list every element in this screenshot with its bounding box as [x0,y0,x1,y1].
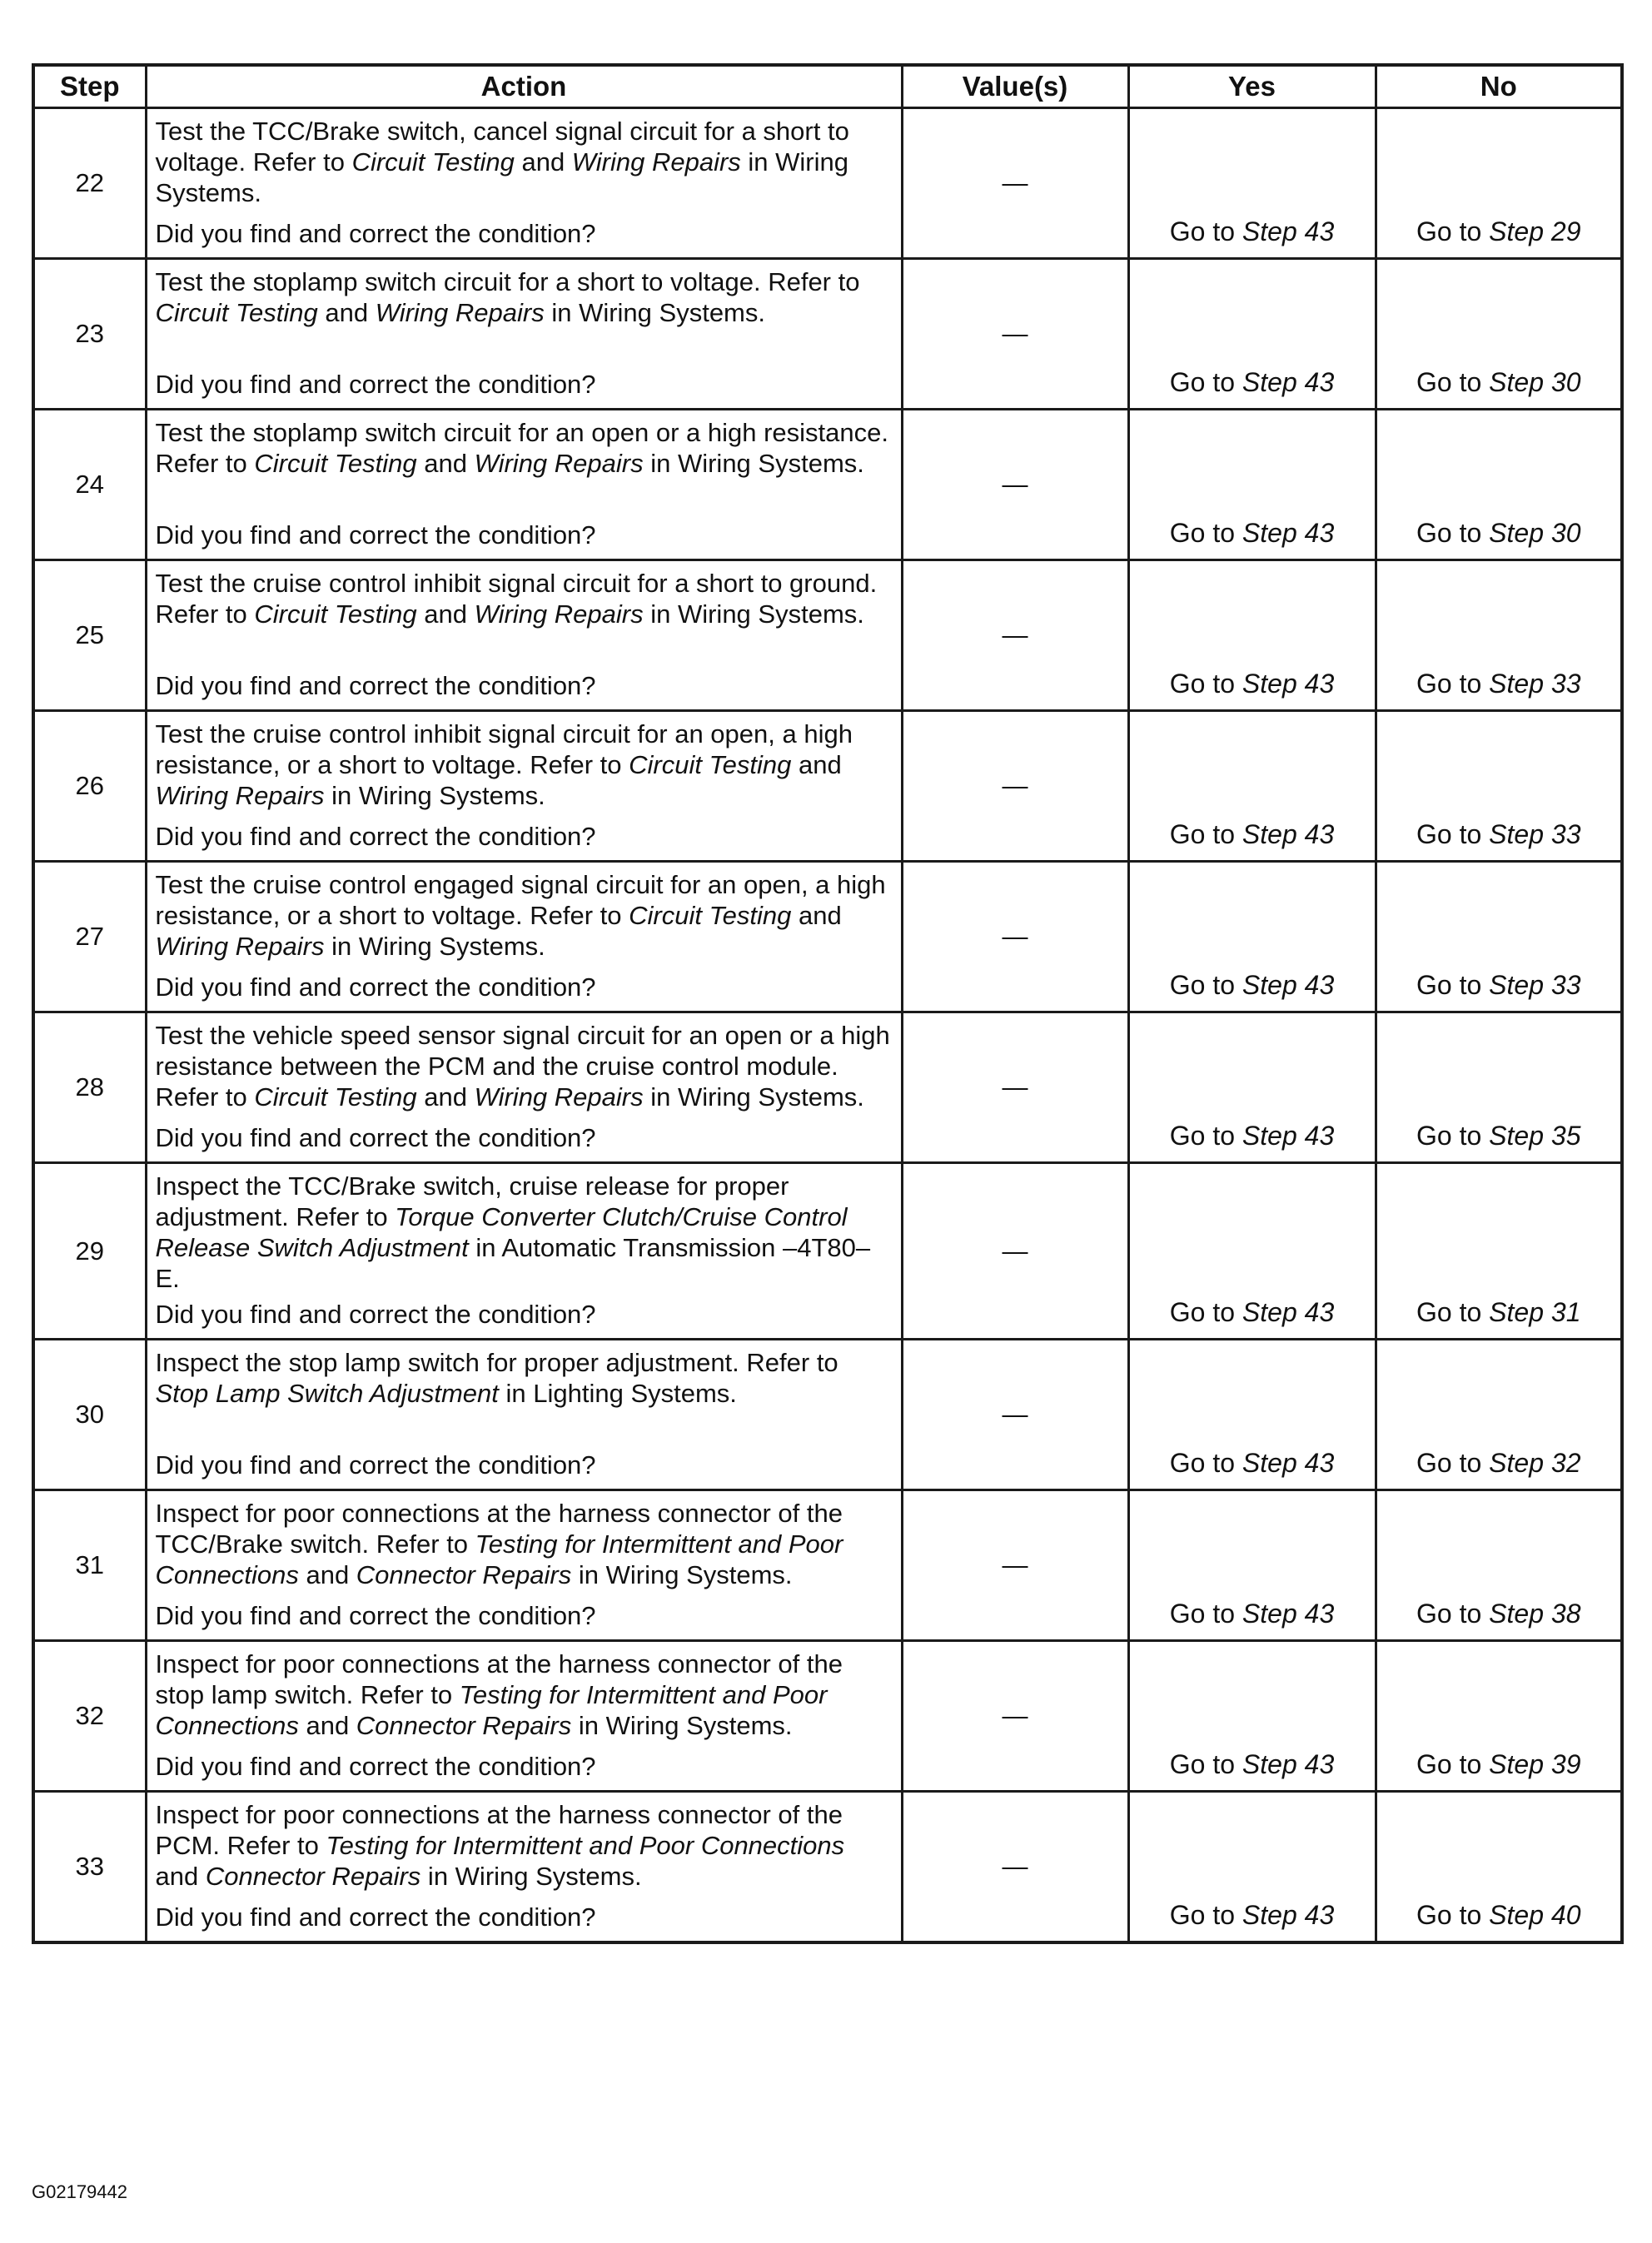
no-prefix: Go to [1416,669,1490,699]
no-prefix: Go to [1416,1297,1490,1327]
action-question: Did you find and correct the condition? [155,1601,596,1630]
instruction-text: and [416,1082,475,1112]
action-instruction [156,568,893,629]
instruction-text: in Wiring Systems. [643,599,864,629]
instruction-text: in Wiring Systems. [643,449,864,478]
action-instruction [156,1799,893,1892]
reference-link-text: Circuit Testing [629,750,792,779]
yes-cell [1128,1163,1376,1340]
yes-cell [1128,711,1376,862]
reference-link-text: Circuit Testing [254,449,417,478]
action-instruction [156,266,893,328]
header-step: Step [33,65,146,108]
no-prefix: Go to [1416,819,1490,849]
action-cell [146,1490,902,1641]
value-cell: — [902,1490,1128,1641]
yes-target-step: Step 43 [1241,1297,1335,1327]
step-number: 27 [33,862,146,1012]
yes-cell [1128,1641,1376,1792]
reference-link-text: Testing for Intermittent and Poor Connections [155,1529,843,1589]
reference-link-text: Wiring Repairs [474,599,644,629]
value-cell: — [902,1641,1128,1792]
no-prefix: Go to [1416,970,1490,1000]
instruction-text: and [416,449,475,478]
yes-cell [1128,1490,1376,1641]
table-row [33,410,1622,560]
instruction-text: in Wiring Systems. [643,1082,864,1112]
action-question: Did you find and correct the condition? [155,972,596,1002]
reference-link-text: Connector Repairs [205,1862,421,1891]
action-question: Did you find and correct the condition? [155,1300,596,1329]
step-number: 22 [33,108,146,259]
no-prefix: Go to [1416,216,1490,246]
no-cell [1376,1163,1622,1340]
action-question: Did you find and correct the condition? [155,1902,596,1932]
table-row [33,1641,1622,1792]
instruction-text: and [317,298,376,327]
step-number: 25 [33,560,146,711]
instruction-text: Test the stoplamp switch circuit for an open or a high resistance. Refer to [155,418,888,478]
instruction-text: Test the stoplamp switch circuit for a short to voltage. Refer to [155,267,860,296]
no-target-step: Step 39 [1489,1749,1581,1779]
yes-cell [1128,1792,1376,1943]
yes-prefix: Go to [1169,1599,1242,1629]
value-cell: — [902,1340,1128,1490]
yes-target-step: Step 43 [1241,216,1335,246]
reference-link-text: Wiring Repairs [474,1082,644,1112]
step-number: 29 [33,1163,146,1340]
instruction-text: Inspect the TCC/Brake switch, cruise release for proper adjustment. Refer to [155,1171,789,1231]
instruction-text: and [791,750,842,779]
no-target-step: Step 32 [1489,1448,1581,1478]
step-number: 31 [33,1490,146,1641]
no-cell [1376,1490,1622,1641]
no-cell [1376,1792,1622,1943]
yes-cell [1128,862,1376,1012]
reference-link-text: Wiring Repairs [375,298,545,327]
value-cell: — [902,259,1128,410]
header-action: Action [146,65,902,108]
instruction-text: in Wiring Systems. [420,1862,642,1891]
no-target-step: Step 33 [1489,669,1581,699]
value-cell: — [902,862,1128,1012]
no-target-step: Step 31 [1489,1297,1581,1327]
yes-cell [1128,108,1376,259]
step-number: 24 [33,410,146,560]
action-instruction [156,1020,893,1112]
yes-target-step: Step 43 [1241,1448,1335,1478]
yes-prefix: Go to [1169,518,1242,548]
yes-cell [1128,560,1376,711]
action-cell [146,1641,902,1792]
header-no: No [1376,65,1622,108]
table-body [33,108,1622,1943]
instruction-text: Inspect for poor connections at the harness connector of the stop lamp switch. Refer to [155,1649,843,1709]
value-cell: — [902,108,1128,259]
figure-id: G02179442 [32,2181,127,2202]
reference-link-text: Wiring Repairs [571,147,741,177]
header-yes: Yes [1128,65,1376,108]
action-cell [146,259,902,410]
instruction-text: Inspect the stop lamp switch for proper adjustment. Refer to [155,1348,838,1377]
reference-link-text: Testing for Intermittent and Poor Connections [326,1831,845,1860]
step-number: 32 [33,1641,146,1792]
reference-link-text: Torque Converter Clutch/Cruise Control Release Switch Adjustment [155,1202,848,1262]
action-cell [146,711,902,862]
reference-link-text: Wiring Repairs [474,449,644,478]
step-number: 26 [33,711,146,862]
value-cell: — [902,1163,1128,1340]
step-number: 28 [33,1012,146,1163]
yes-cell [1128,410,1376,560]
yes-target-step: Step 43 [1241,1749,1335,1779]
instruction-text: Test the cruise control inhibit signal circuit for an open, a high resistance, or a short to voltage. Refer to [155,719,853,779]
yes-prefix: Go to [1169,1297,1242,1327]
yes-prefix: Go to [1169,1900,1242,1930]
instruction-text: and [791,901,842,930]
no-prefix: Go to [1416,1900,1490,1930]
action-instruction [156,116,893,208]
no-cell [1376,560,1622,711]
table-row [33,1792,1622,1943]
step-number: 23 [33,259,146,410]
yes-prefix: Go to [1169,367,1242,397]
yes-cell [1128,259,1376,410]
instruction-text: and [298,1560,356,1589]
table-row [33,1340,1622,1490]
reference-link-text: Circuit Testing [351,147,515,177]
instruction-text: in Wiring Systems. [155,147,848,207]
yes-cell [1128,1340,1376,1490]
no-cell [1376,862,1622,1012]
no-cell [1376,711,1622,862]
instruction-text: in Wiring Systems. [571,1711,793,1740]
yes-target-step: Step 43 [1241,367,1335,397]
yes-target-step: Step 43 [1241,970,1335,1000]
no-cell [1376,410,1622,560]
instruction-text: Test the cruise control engaged signal circuit for an open, a high resistance, or a short to voltage. Refer to [155,870,886,930]
action-cell [146,560,902,711]
reference-link-text: Circuit Testing [254,599,417,629]
no-target-step: Step 35 [1489,1121,1581,1151]
action-instruction [156,719,893,811]
no-target-step: Step 30 [1489,367,1581,397]
value-cell: — [902,1012,1128,1163]
reference-link-text: Connector Repairs [356,1711,572,1740]
yes-target-step: Step 43 [1241,669,1335,699]
value-cell: — [902,711,1128,862]
no-target-step: Step 29 [1489,216,1581,246]
table-row [33,711,1622,862]
action-question: Did you find and correct the condition? [155,520,596,550]
action-question: Did you find and correct the condition? [155,671,596,700]
instruction-text: Inspect for poor connections at the harness connector of the TCC/Brake switch. Refer to [155,1499,843,1559]
yes-prefix: Go to [1169,1121,1242,1151]
yes-target-step: Step 43 [1241,518,1335,548]
action-cell [146,1163,902,1340]
no-cell [1376,1012,1622,1163]
header-row [33,65,1622,108]
no-target-step: Step 33 [1489,819,1581,849]
no-prefix: Go to [1416,367,1490,397]
instruction-text: in Lighting Systems. [498,1379,737,1408]
instruction-text: and [416,599,475,629]
instruction-text: in Automatic Transmission –4T80–E. [155,1233,871,1293]
yes-prefix: Go to [1169,970,1242,1000]
no-cell [1376,1641,1622,1792]
reference-link-text: Wiring Repairs [155,781,325,810]
header-values: Value(s) [902,65,1128,108]
no-target-step: Step 38 [1489,1599,1581,1629]
value-cell: — [902,410,1128,560]
reference-link-text: Circuit Testing [629,901,792,930]
table-row [33,1490,1622,1641]
table-row [33,259,1622,410]
action-instruction [156,1498,893,1590]
table-row [33,560,1622,711]
diagnostic-table [32,63,1624,1944]
table-row [33,862,1622,1012]
action-cell [146,862,902,1012]
yes-target-step: Step 43 [1241,819,1335,849]
yes-prefix: Go to [1169,216,1242,246]
step-number: 33 [33,1792,146,1943]
reference-link-text: Circuit Testing [254,1082,417,1112]
yes-prefix: Go to [1169,819,1242,849]
yes-target-step: Step 43 [1241,1900,1335,1930]
reference-link-text: Connector Repairs [356,1560,572,1589]
no-prefix: Go to [1416,1599,1490,1629]
yes-target-step: Step 43 [1241,1121,1335,1151]
yes-prefix: Go to [1169,669,1242,699]
action-cell [146,1012,902,1163]
reference-link-text: Stop Lamp Switch Adjustment [155,1379,499,1408]
instruction-text: in Wiring Systems. [571,1560,793,1589]
action-instruction [156,1347,893,1409]
reference-link-text: Testing for Intermittent and Poor Connections [155,1680,828,1740]
action-instruction [156,869,893,962]
action-question: Did you find and correct the condition? [155,1123,596,1152]
instruction-text: and [514,147,572,177]
action-question: Did you find and correct the condition? [155,822,596,851]
action-instruction [156,1649,893,1741]
table-row [33,1012,1622,1163]
no-target-step: Step 33 [1489,970,1581,1000]
value-cell: — [902,1792,1128,1943]
action-question: Did you find and correct the condition? [155,1450,596,1480]
no-prefix: Go to [1416,518,1490,548]
value-cell: — [902,560,1128,711]
instruction-text: in Wiring Systems. [324,932,545,961]
instruction-text: and [155,1862,206,1891]
no-prefix: Go to [1416,1448,1490,1478]
instruction-text: Test the vehicle speed sensor signal circuit for an open or a high resistance between the PCM and the cruise control module. Refer to [155,1021,890,1112]
no-cell [1376,259,1622,410]
no-cell [1376,108,1622,259]
instruction-text: in Wiring Systems. [544,298,765,327]
step-number: 30 [33,1340,146,1490]
instruction-text: Test the TCC/Brake switch, cancel signal circuit for a short to voltage. Refer to [155,117,849,177]
action-cell [146,108,902,259]
yes-prefix: Go to [1169,1448,1242,1478]
action-question: Did you find and correct the condition? [155,219,596,248]
yes-cell [1128,1012,1376,1163]
action-cell [146,410,902,560]
action-instruction [156,417,893,479]
instruction-text: Inspect for poor connections at the harness connector of the PCM. Refer to [155,1800,843,1860]
table-row [33,108,1622,259]
action-question: Did you find and correct the condition? [155,370,596,399]
no-prefix: Go to [1416,1121,1490,1151]
instruction-text: Test the cruise control inhibit signal circuit for a short to ground. Refer to [155,569,878,629]
reference-link-text: Wiring Repairs [155,932,325,961]
yes-target-step: Step 43 [1241,1599,1335,1629]
no-target-step: Step 30 [1489,518,1581,548]
reference-link-text: Circuit Testing [155,298,318,327]
action-question: Did you find and correct the condition? [155,1752,596,1781]
instruction-text: in Wiring Systems. [324,781,545,810]
table-row [33,1163,1622,1340]
action-instruction [156,1171,893,1294]
action-cell [146,1792,902,1943]
no-target-step: Step 40 [1489,1900,1581,1930]
no-cell [1376,1340,1622,1490]
no-prefix: Go to [1416,1749,1490,1779]
action-cell [146,1340,902,1490]
yes-prefix: Go to [1169,1749,1242,1779]
instruction-text: and [298,1711,356,1740]
